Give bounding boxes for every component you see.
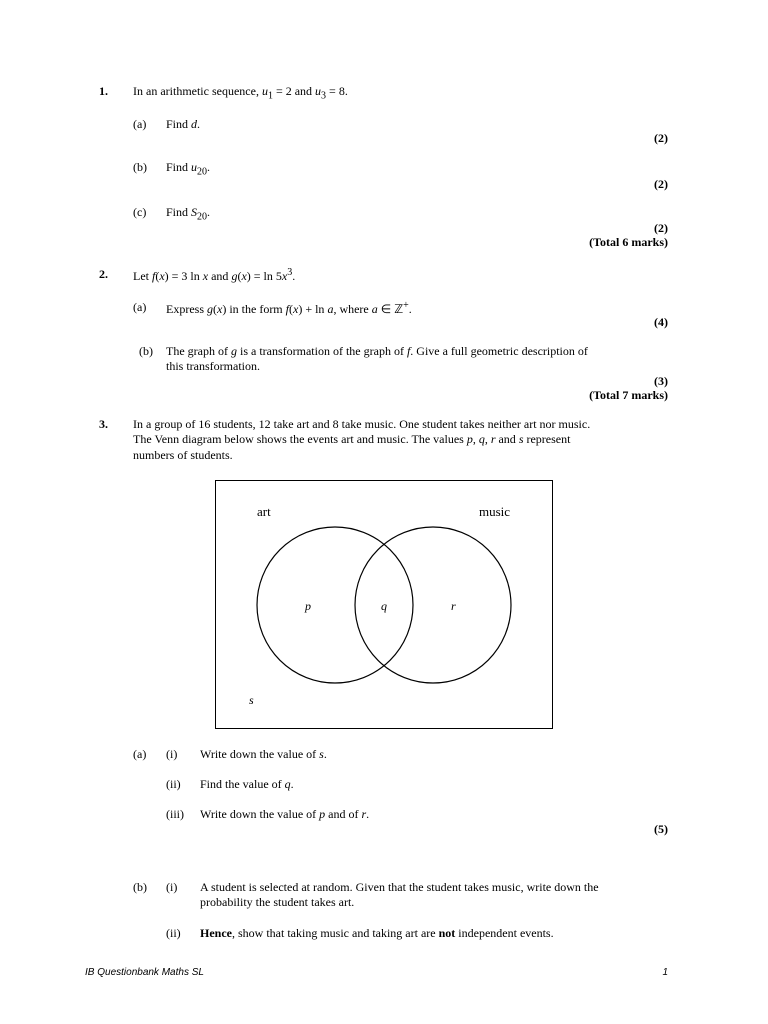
q3a-marks: (5): [654, 822, 668, 836]
venn-diagram: [215, 480, 553, 730]
q3a-i-text: Write down the value of s.: [200, 747, 327, 761]
venn-circle-music: [355, 527, 511, 683]
q3a-i-label: (i): [166, 747, 178, 761]
q3a-ii-label: (ii): [166, 777, 181, 791]
q1c-label: (c): [133, 205, 147, 219]
q3a-iii-label: (iii): [166, 807, 184, 821]
q3a-label: (a): [133, 747, 147, 761]
q3-stem-line3: numbers of students.: [133, 448, 233, 462]
venn-label-music: music: [479, 504, 511, 519]
q2a-marks: (4): [654, 315, 668, 329]
footer-page-number: 1: [662, 967, 668, 978]
q1-stem: In an arithmetic sequence, $u_1 = 2$ and $u_3 = 8$.: [133, 84, 348, 102]
q1-number: 1.: [99, 84, 108, 98]
venn-region-s: s: [249, 693, 254, 707]
q1b-label: (b): [133, 160, 147, 174]
q3-stem-line2: The Venn diagram below shows the events art and music. The values p, q, r and s represent: [133, 432, 571, 446]
q1c-marks: (2): [654, 221, 668, 235]
q2b-marks: (3): [654, 374, 668, 388]
venn-region-r: r: [451, 599, 456, 613]
venn-region-q: q: [381, 599, 387, 613]
q2b-label: (b): [139, 344, 153, 358]
q2-total-marks: (Total 7 marks): [589, 388, 668, 402]
venn-circle-art: [257, 527, 413, 683]
q1c-text: Find $S_{20}$.: [166, 205, 211, 223]
q3b-ii-text: Hence, show that taking music and taking art are not independent events.: [200, 926, 554, 940]
q3b-i-text-line2: probability the student takes art.: [200, 895, 355, 909]
q2a-text: Express g(x) in the form f(x) + ln a, where a ∈ ℤ+.: [166, 300, 412, 316]
q1a-label: (a): [133, 117, 147, 131]
q2a-label: (a): [133, 300, 147, 314]
footer-title: IB Questionbank Maths SL: [85, 967, 204, 978]
q1a-text: Find d.: [166, 117, 201, 131]
q2b-text-line1: The graph of g is a transformation of the graph of f. Give a full geometric description of: [166, 344, 588, 358]
venn-region-p: p: [305, 599, 311, 613]
q3a-iii-text: Write down the value of p and of r.: [200, 807, 370, 821]
q3b-ii-label: (ii): [166, 926, 181, 940]
q1b-marks: (2): [654, 177, 668, 191]
q1-total-marks: (Total 6 marks): [589, 235, 668, 249]
q3-stem-line1: In a group of 16 students, 12 take art and 8 take music. One student takes neither art nor music.: [133, 417, 591, 431]
q2-stem: Let f(x) = 3 ln x and $g(x) = \ln 5x^3$.: [133, 267, 296, 283]
q3b-label: (b): [133, 880, 147, 894]
q3a-ii-text: Find the value of q.: [200, 777, 294, 791]
q2-number: 2.: [99, 267, 108, 281]
q2b-text-line2: this transformation.: [166, 359, 260, 373]
venn-label-art: art: [257, 504, 271, 519]
q3b-i-text-line1: A student is selected at random. Given that the student takes music, write down the: [200, 880, 599, 894]
q1a-marks: (2): [654, 131, 668, 145]
q3b-i-label: (i): [166, 880, 178, 894]
q1b-text: Find $u_{20}$.: [166, 160, 211, 178]
q3-number: 3.: [99, 417, 108, 431]
